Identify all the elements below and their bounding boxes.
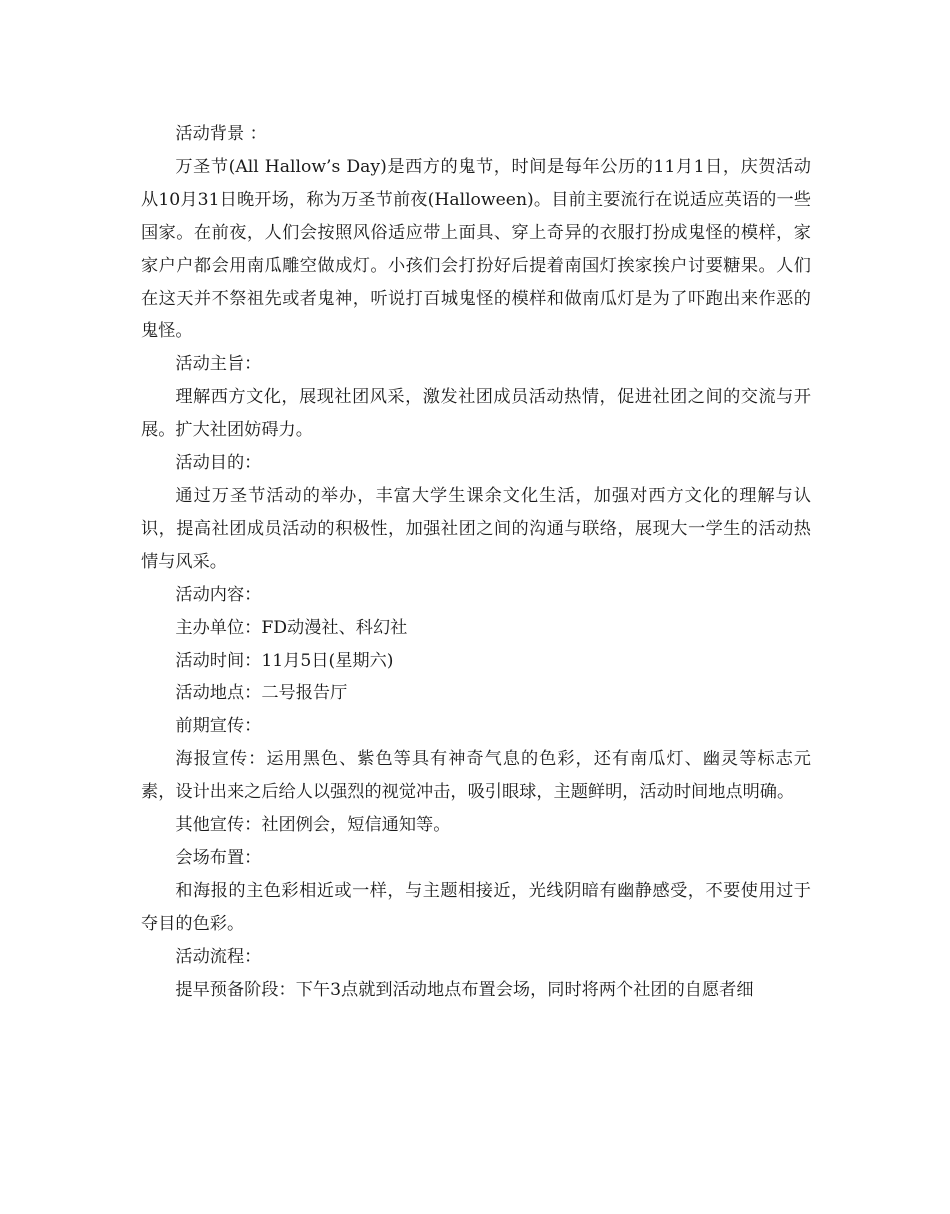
paragraph-poster-promotion: 海报宣传：运用黑色、紫色等具有神奇气息的色彩，还有南瓜灯、幽灵等标志元素，设计出来之后给人以强烈的视觉冲击，吸引眼球，主题鲜明，活动时间地点明确。 [141,749,811,803]
paragraph-purpose-text: 理解西方文化，展现社团风采，激发社团成员活动热情，促进社团之间的交流与开展。扩大社团妨碍力。 [141,387,811,441]
line-location: 活动地点：二号报告厅 [175,683,348,704]
line-other-promotion: 其他宣传：社团例会，短信通知等。 [175,815,451,836]
heading-process: 活动流程： [175,946,262,967]
heading-goal: 活动目的： [175,453,262,474]
heading-content: 活动内容： [175,584,262,605]
document-body [141,118,811,1006]
heading-venue-setup: 会场布置： [175,847,262,868]
paragraph-goal-text: 通过万圣节活动的举办，丰富大学生课余文化生活，加强对西方文化的理解与认识，提高社团成员活动的积极性，加强社团之间的沟通与联络，展现大一学生的活动热情与风采。 [141,485,811,572]
line-time: 活动时间：11月5日(星期六) [175,650,394,671]
heading-background: 活动背景 ： [175,124,267,144]
paragraph-background-text: 万圣节(All Hallow’s Day)是西方的鬼节，时间是每年公历的11月1日，庆贺活动从10月31日晚开场，称为万圣节前夜(Halloween)。目前主要流行在说适应英语的一些国家。在前夜，人们会按照风俗适应带上面具、穿上奇异的衣服打扮成鬼怪的模样，家家户户都会用南瓜雕空做成灯。小孩们会打扮好后提着南国灯挨家挨户讨要糖果。人们在这天并不祭祖先或者鬼神，听说打百城鬼怪的模样和做南瓜灯是为了吓跑出来作恶的鬼怪。 [141,156,811,342]
paragraph-preparation-stage: 提早预备阶段：下午3点就到活动地点布置会场，同时将两个社团的自愿者细 [175,979,754,1000]
paragraph-venue-setup: 和海报的主色彩相近或一样，与主题相接近，光线阴暗有幽静感受，不要使用过于夺目的色彩。 [141,880,811,934]
line-organizer: 主办单位：FD动漫社、科幻社 [175,617,408,638]
heading-promotion: 前期宣传： [175,716,262,737]
heading-purpose: 活动主旨： [175,354,262,375]
